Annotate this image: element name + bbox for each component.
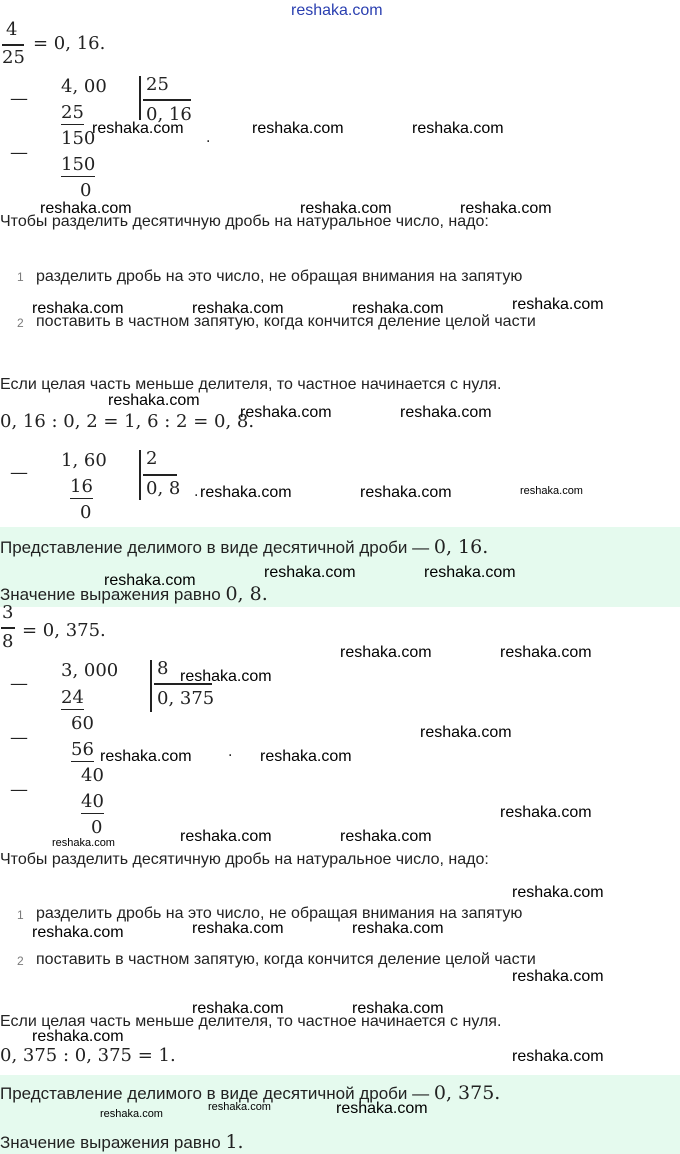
watermark: reshaka.com [200, 484, 292, 501]
minus-sign: — [10, 88, 28, 109]
dividend: 4, 00 [61, 76, 107, 97]
divisor-line [143, 99, 191, 101]
fraction-denominator: 8 [2, 631, 14, 652]
watermark: reshaka.com [92, 120, 184, 137]
final-remainder: 0 [80, 180, 92, 201]
zero-rule: Если целая часть меньше делителя, то частное начинается с нуля. [0, 1013, 502, 1030]
watermark: reshaka.com [352, 920, 444, 937]
minus-sign: — [10, 779, 28, 800]
subtrahend: 25 [61, 102, 84, 123]
answer-label: Представление делимого в виде десятичной дроби — [0, 1084, 430, 1103]
subtrahend: 16 [70, 476, 93, 497]
final-remainder: 0 [91, 817, 103, 838]
quotient: 0, 8 [146, 478, 181, 499]
dividend: 1, 60 [61, 450, 107, 471]
watermark: reshaka.com [460, 200, 552, 217]
equation: 0, 16 : 0, 2 = 1, 6 : 2 = 0, 8. [0, 411, 255, 432]
watermark: reshaka.com [420, 724, 512, 741]
divisor: 25 [146, 74, 169, 95]
watermark: reshaka.com [240, 404, 332, 421]
watermark: reshaka.com [192, 920, 284, 937]
division-bar [139, 76, 141, 120]
quotient: 0, 375 [157, 688, 215, 709]
fraction-numerator: 3 [2, 602, 14, 623]
step-number: 2 [17, 954, 24, 968]
answer-label: Представление делимого в виде десятичной дроби — [0, 538, 430, 557]
fraction-bar [1, 627, 15, 629]
dot: . [228, 744, 233, 760]
watermark: reshaka.com [340, 828, 432, 845]
divisor: 8 [157, 658, 169, 679]
watermark: reshaka.com [512, 884, 604, 901]
watermark: reshaka.com [192, 1000, 284, 1017]
watermark: reshaka.com [32, 1028, 124, 1045]
minus-sign: — [10, 462, 28, 483]
watermark: reshaka.com [180, 828, 272, 845]
watermark: reshaka.com [260, 748, 352, 765]
watermark: reshaka.com [108, 392, 200, 409]
dot: . [194, 484, 199, 500]
answer-line [0, 536, 488, 558]
answer-value: 0, 16. [433, 536, 489, 558]
step-text: поставить в частном запятую, когда кончится деление целой части [36, 951, 536, 968]
zero-rule: Если целая часть меньше делителя, то частное начинается с нуля. [0, 376, 502, 393]
watermark: reshaka.com [512, 296, 604, 313]
watermark: reshaka.com [40, 200, 132, 217]
fraction-bar [2, 44, 24, 46]
site-header-link[interactable]: reshaka.com [291, 2, 383, 19]
watermark: reshaka.com [264, 564, 356, 581]
answer-value: 0, 375. [433, 1082, 501, 1104]
answer-value: 0, 8. [225, 583, 268, 605]
watermark: reshaka.com [424, 564, 516, 581]
watermark: reshaka.com [336, 1100, 428, 1117]
answer-label: Значение выражения равно [0, 1133, 221, 1152]
division-bar [150, 660, 152, 712]
watermark: reshaka.com [252, 120, 344, 137]
watermark: reshaka.com [412, 120, 504, 137]
divisor: 2 [146, 448, 158, 469]
answer-value: 1. [225, 1131, 244, 1153]
watermark: reshaka.com [400, 404, 492, 421]
watermark: reshaka.com [32, 300, 124, 317]
final-remainder: 0 [80, 502, 92, 523]
step-number: 1 [17, 270, 24, 284]
watermark: reshaka.com [208, 1101, 271, 1113]
watermark: reshaka.com [520, 485, 583, 497]
step-text: разделить дробь на это число, не обращая внимания на запятую [36, 905, 523, 922]
watermark: reshaka.com [352, 1000, 444, 1017]
step-text: поставить в частном запятую, когда кончится деление целой части [36, 313, 536, 330]
watermark: reshaka.com [180, 668, 272, 685]
remainder: 40 [81, 765, 104, 786]
equation: 0, 375 : 0, 375 = 1. [0, 1045, 176, 1066]
watermark: reshaka.com [512, 968, 604, 985]
watermark: reshaka.com [500, 644, 592, 661]
answer-line [0, 1131, 244, 1153]
fraction-result: = 0, 375. [22, 620, 106, 641]
minus-sign: — [10, 673, 28, 694]
watermark: reshaka.com [104, 572, 196, 589]
rule-intro: Чтобы разделить десятичную дробь на натуральное число, надо: [0, 213, 489, 230]
step-number: 1 [17, 908, 24, 922]
quotient: 0, 16 [146, 104, 192, 125]
rule-intro: Чтобы разделить десятичную дробь на натуральное число, надо: [0, 851, 489, 868]
subtrahend: 24 [61, 687, 84, 708]
watermark: reshaka.com [52, 837, 115, 849]
minus-sign: — [10, 142, 28, 163]
watermark: reshaka.com [500, 804, 592, 821]
divisor-line [143, 474, 177, 476]
watermark: reshaka.com [340, 644, 432, 661]
watermark: reshaka.com [100, 748, 192, 765]
watermark: reshaka.com [512, 1048, 604, 1065]
dot: . [206, 130, 211, 146]
answer-label: Значение выражения равно [0, 585, 221, 604]
watermark: reshaka.com [100, 1108, 163, 1120]
fraction-numerator: 4 [6, 19, 18, 40]
dividend: 3, 000 [61, 660, 119, 681]
step-text: разделить дробь на это число, не обращая внимания на запятую [36, 268, 523, 285]
watermark: reshaka.com [192, 300, 284, 317]
division-bar [139, 450, 141, 500]
step-number: 2 [17, 316, 24, 330]
remainder: 150 [61, 128, 96, 149]
fraction-result: = 0, 16. [33, 33, 106, 54]
watermark: reshaka.com [32, 924, 124, 941]
minus-sign: — [10, 727, 28, 748]
watermark: reshaka.com [300, 200, 392, 217]
watermark: reshaka.com [352, 300, 444, 317]
subtrahend: 56 [71, 739, 94, 760]
watermark: reshaka.com [360, 484, 452, 501]
subtrahend: 40 [81, 791, 104, 812]
subtrahend: 150 [61, 154, 96, 175]
fraction-denominator: 25 [2, 47, 25, 68]
remainder: 60 [71, 713, 94, 734]
